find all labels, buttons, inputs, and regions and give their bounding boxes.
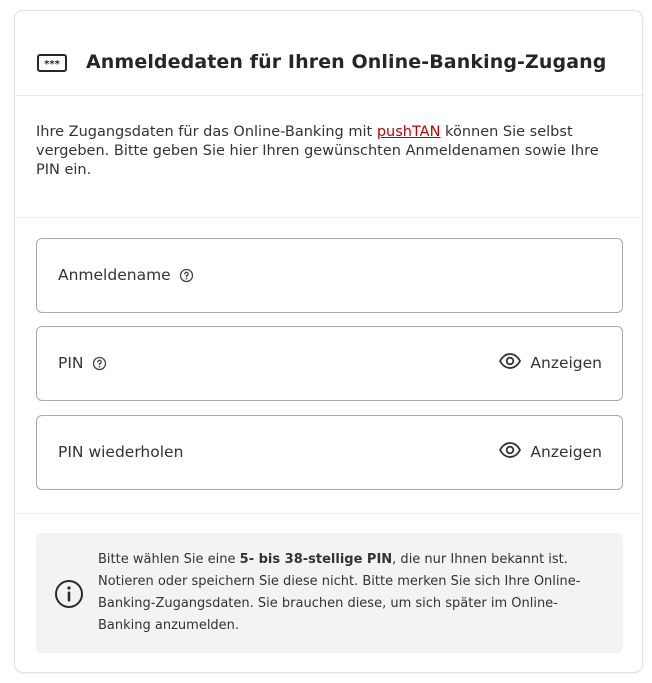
pin-repeat-field[interactable] bbox=[36, 415, 623, 490]
intro-text-part: können Sie selbst vergeben. Bitte geben Sie hier Ihren gewünschten Anmeldenamen sowie Ihre PIN ein. bbox=[36, 124, 599, 178]
show-pin-repeat-toggle[interactable] bbox=[499, 442, 602, 462]
divider bbox=[15, 513, 642, 514]
show-pin-label: Anzeigen bbox=[530, 354, 602, 372]
eye-icon bbox=[499, 442, 521, 462]
intro-text-part: Ihre Zugangsdaten für das Online-Banking mit bbox=[36, 124, 377, 140]
help-circle-icon[interactable] bbox=[92, 356, 107, 371]
svg-text:***: *** bbox=[44, 59, 60, 70]
username-field[interactable] bbox=[36, 238, 623, 313]
login-credentials-card bbox=[14, 10, 643, 673]
intro-text bbox=[36, 123, 616, 180]
pin-field[interactable] bbox=[36, 326, 623, 401]
notice-text-part: Bitte wählen Sie eine bbox=[98, 552, 240, 567]
username-label-text: Anmeldename bbox=[58, 266, 171, 284]
help-circle-icon[interactable] bbox=[179, 268, 194, 283]
pin-repeat-label bbox=[58, 443, 183, 461]
card-title: Anmeldedaten für Ihren Online-Banking-Zugang bbox=[86, 51, 607, 73]
pin-repeat-label-text: PIN wiederholen bbox=[58, 443, 184, 461]
show-pin-repeat-label: Anzeigen bbox=[530, 443, 602, 461]
pin-label-text: PIN bbox=[58, 354, 84, 372]
notice-text bbox=[98, 549, 610, 637]
eye-icon bbox=[499, 353, 521, 373]
pin-label bbox=[58, 354, 107, 372]
password-dots-icon bbox=[37, 54, 67, 76]
show-pin-toggle[interactable] bbox=[499, 353, 602, 373]
pushtan-link[interactable]: pushTAN bbox=[376, 124, 441, 140]
info-icon bbox=[54, 579, 84, 613]
notice-text-part: , die nur Ihnen bekannt ist. Notieren oder speichern Sie diese nicht. Bitte merken Sie sich Ihre Online-Banking-Zugangsdaten. Sie brauchen diese, um sich später im Online-Banking anzumelden. bbox=[98, 552, 581, 633]
pin-notice bbox=[36, 533, 623, 653]
notice-text-bold: 5- bis 38-stellige PIN bbox=[239, 552, 393, 567]
username-label bbox=[58, 266, 194, 284]
divider bbox=[15, 217, 642, 218]
card-header bbox=[15, 11, 642, 96]
